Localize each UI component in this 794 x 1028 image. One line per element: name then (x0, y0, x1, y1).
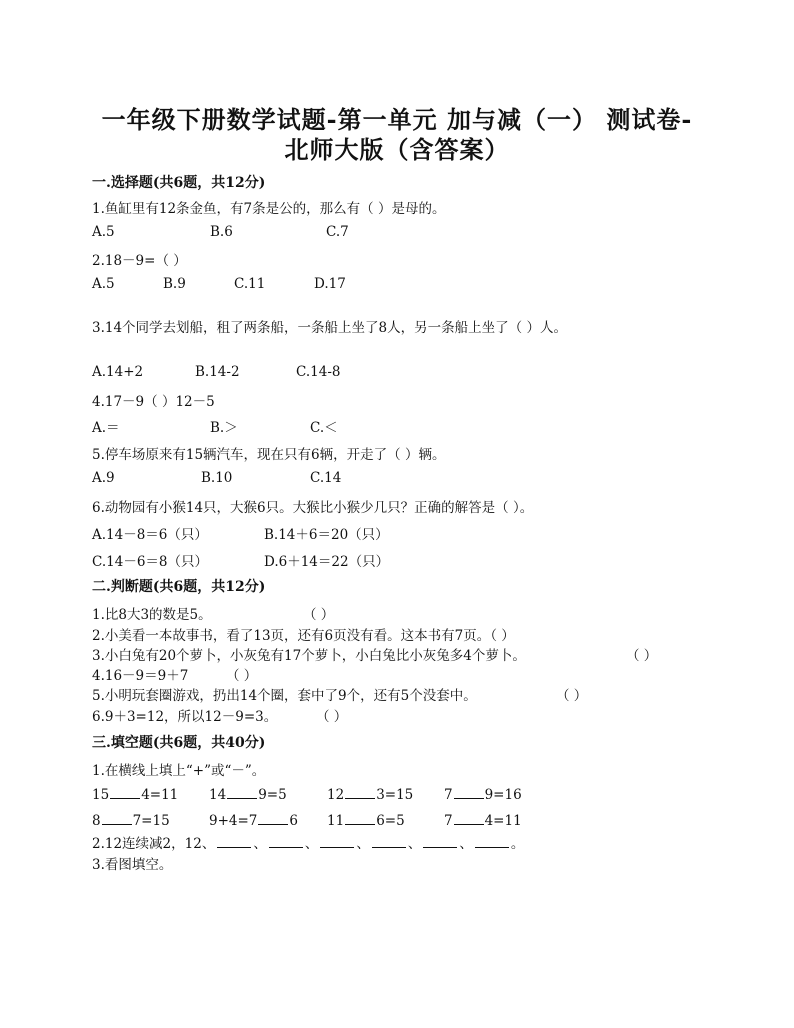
option: B.＞ (210, 420, 238, 436)
question-text: 3.14个同学去划船，租了两条船，一条船上坐了8人，另一条船上坐了（ ）人。 (92, 320, 567, 336)
option: B.14-2 (195, 364, 240, 380)
question-text: 5.停车场原来有15辆汽车，现在只有6辆，开走了（ ）辆。 (92, 447, 446, 463)
question-text: 1.鱼缸里有12条金鱼，有7条是公的，那么有（ ）是母的。 (92, 201, 446, 217)
answer-paren: （ ） (556, 688, 588, 704)
option: C.7 (326, 224, 349, 240)
option: B.9 (163, 276, 186, 292)
answer-blank (110, 786, 140, 799)
section-heading-choice: 一.选择题(共6题，共12分) (92, 175, 266, 191)
question-text: 1.比8大3的数是5。 (92, 607, 212, 623)
question-text: 6.动物园有小猴14只，大猴6只。大猴比小猴少几只？正确的解答是（ ）。 (92, 500, 534, 516)
option: B.14＋6＝20（只） (264, 527, 389, 543)
option: C.14－6＝8（只） (92, 554, 208, 570)
answer-blank (454, 786, 484, 799)
section-heading-fill: 三.填空题(共6题，共40分) (92, 735, 266, 751)
answer-blank (258, 812, 288, 825)
answer-blank (475, 835, 509, 848)
answer-paren: （ ） (626, 648, 658, 664)
answer-paren: （ ） (316, 709, 348, 725)
answer-paren: （ ） (226, 668, 258, 684)
question-text: 2.小美看一本故事书，看了13页，还有6页没有看。这本书有7页。（ ） (92, 628, 515, 644)
answer-blank (372, 835, 406, 848)
answer-blank (320, 835, 354, 848)
answer-blank (454, 812, 484, 825)
fill-equation: 11 6=5 (327, 813, 405, 829)
fill-equation: 8 7=15 (92, 813, 170, 829)
option: A.9 (92, 470, 115, 486)
option: B.6 (210, 224, 233, 240)
question-text: 5.小明玩套圈游戏，扔出14个圈，套中了9个，还有5个没套中。 (92, 688, 477, 704)
answer-blank (423, 835, 457, 848)
fill-equation: 7 4=11 (444, 813, 522, 829)
option: C.11 (234, 276, 266, 292)
question-text: 6.9＋3=12，所以12－9=3。 (92, 709, 278, 725)
option: A.14－8＝6（只） (92, 527, 208, 543)
question-text: 4.17－9（ ）12－5 (92, 394, 215, 410)
question-text: 3.看图填空。 (92, 857, 173, 873)
answer-blank (269, 835, 303, 848)
question-text: 4.16－9＝9＋7 (92, 668, 189, 684)
option: A.14+2 (92, 364, 144, 380)
fill-equation: 14 9=5 (209, 787, 287, 803)
fill-equation: 7 9=16 (444, 787, 522, 803)
option: C.14 (310, 470, 342, 486)
answer-blank (345, 786, 375, 799)
question-text: 2.12连续减2，12、 、 、 、 、 、 。 (92, 836, 525, 852)
option: A.＝ (92, 420, 120, 436)
fill-equation: 9+4=7 6 (209, 813, 298, 829)
option: C.＜ (310, 420, 338, 436)
page-title-line1: 一年级下册数学试题-第一单元 加与减（一） 测试卷- (101, 105, 693, 134)
answer-blank (345, 812, 375, 825)
section-heading-judge: 二.判断题(共6题，共12分) (92, 579, 266, 595)
question-text: 3.小白兔有20个萝卜，小灰兔有17个萝卜，小白兔比小灰兔多4个萝卜。 (92, 648, 526, 664)
answer-blank (227, 786, 257, 799)
option: A.5 (92, 224, 115, 240)
answer-blank (102, 812, 132, 825)
option: D.17 (314, 276, 346, 292)
fill-equation: 15 4=11 (92, 787, 179, 803)
question-text: 1.在横线上填上“+”或“－”。 (92, 763, 266, 779)
option: D.6＋14＝22（只） (264, 554, 390, 570)
page-title-line2: 北师大版（含答案） (284, 135, 510, 164)
option: A.5 (92, 276, 115, 292)
option: B.10 (201, 470, 233, 486)
answer-paren: （ ） (303, 607, 335, 623)
option: C.14-8 (296, 364, 341, 380)
answer-blank (217, 835, 251, 848)
question-text: 2.18－9=（ ） (92, 253, 187, 269)
fill-equation: 12 3=15 (327, 787, 414, 803)
